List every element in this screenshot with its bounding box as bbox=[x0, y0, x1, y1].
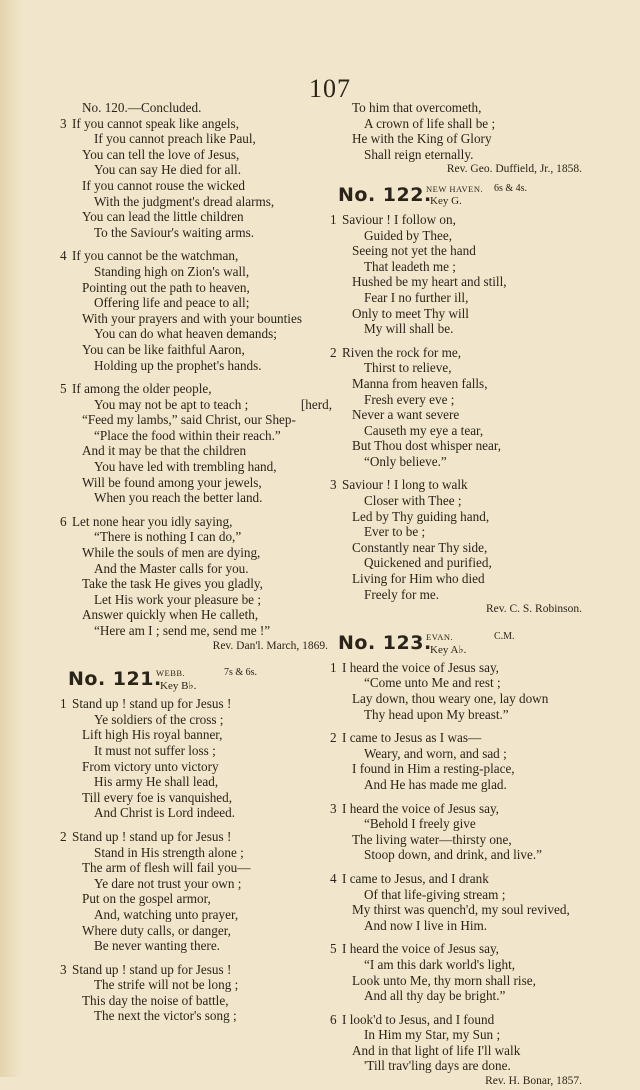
hymn-line bbox=[330, 816, 586, 832]
line-text: I heard the voice of Jesus say, bbox=[342, 659, 499, 675]
line-text: Only to meet Thy will bbox=[352, 305, 469, 321]
line-text: If among the older people, bbox=[72, 381, 212, 397]
line-text: Manna from heaven falls, bbox=[352, 375, 488, 391]
hymn-line bbox=[60, 845, 332, 861]
line-text: Where duty calls, or danger, bbox=[82, 922, 231, 938]
line-text: Led by Thy guiding hand, bbox=[352, 508, 490, 524]
key-signature: Key B♭. bbox=[160, 680, 197, 693]
line-text: You can do what heaven demands; bbox=[94, 326, 277, 342]
hymn-line bbox=[60, 311, 332, 327]
line-text: Put on the gospel armor, bbox=[82, 891, 211, 907]
line-text: But Thou dost whisper near, bbox=[352, 438, 502, 454]
stanza-gap bbox=[60, 954, 332, 962]
line-text: And in that light of life I'll walk bbox=[352, 1042, 521, 1058]
stanza-gap bbox=[60, 240, 332, 248]
stanza-gap bbox=[330, 933, 586, 941]
hymn-line bbox=[60, 248, 332, 264]
hymn-line bbox=[60, 280, 332, 296]
hymn-line bbox=[60, 876, 332, 892]
spacer bbox=[330, 618, 586, 626]
line-text: Quickened and purified, bbox=[364, 555, 492, 571]
line-text: “Only believe.” bbox=[364, 453, 447, 469]
line-text: Saviour ! I follow on, bbox=[342, 211, 456, 227]
stanza-number: 2 bbox=[330, 344, 337, 360]
line-text: I came to Jesus as I was— bbox=[342, 730, 482, 746]
hymn-line bbox=[330, 100, 586, 116]
line-text: Ye soldiers of the cross ; bbox=[94, 711, 224, 727]
stanza-gap bbox=[330, 793, 586, 801]
hymn-line bbox=[330, 801, 586, 817]
hymn-line bbox=[330, 571, 586, 587]
line-text: Let His work your pleasure be ; bbox=[94, 591, 261, 607]
hymn-line bbox=[330, 540, 586, 556]
hymn-line bbox=[330, 259, 586, 275]
line-text: If you cannot be the watchman, bbox=[72, 248, 239, 264]
hymn-line bbox=[330, 887, 586, 903]
line-text: Never a want severe bbox=[352, 407, 460, 423]
hymn-line bbox=[330, 524, 586, 540]
line-text: Of that life-giving stream ; bbox=[364, 886, 506, 902]
line-text: And it may be that the children bbox=[82, 443, 247, 459]
line-text: Standing high on Zion's wall, bbox=[94, 263, 250, 279]
stanza-number: 3 bbox=[330, 477, 337, 493]
line-text: While the souls of men are dying, bbox=[82, 545, 261, 561]
hymn-line bbox=[330, 493, 586, 509]
hymn-line bbox=[60, 514, 332, 530]
hymn-line bbox=[60, 712, 332, 728]
line-text: Seeing not yet the hand bbox=[352, 243, 476, 259]
hymn-line bbox=[330, 707, 586, 723]
hymn-line bbox=[330, 290, 586, 306]
line-text: Stand up ! stand up for Jesus ! bbox=[72, 828, 232, 844]
hymn-line bbox=[60, 923, 332, 939]
line-text: And now I live in Him. bbox=[364, 917, 488, 933]
hymn-line bbox=[330, 941, 586, 957]
hymn-line bbox=[60, 162, 332, 178]
hymn-line bbox=[60, 623, 332, 639]
hymn-line bbox=[330, 832, 586, 848]
line-text: The strife will not be long ; bbox=[94, 977, 239, 993]
hymn-line bbox=[60, 116, 332, 132]
hymn-line bbox=[60, 459, 332, 475]
attribution: Rev. H. Bonar, 1857. bbox=[485, 1075, 582, 1088]
line-text: With your prayers and with your bounties bbox=[82, 310, 302, 326]
hymn-line bbox=[60, 759, 332, 775]
stanza-gap bbox=[330, 337, 586, 345]
line-text: He with the King of Glory bbox=[352, 131, 492, 147]
hymn-line bbox=[330, 306, 586, 322]
meter: 6s & 4s. bbox=[494, 182, 528, 194]
line-text: I heard the voice of Jesus say, bbox=[342, 800, 499, 816]
right-column bbox=[330, 100, 586, 1090]
stanza-number: 5 bbox=[60, 381, 67, 397]
hymn-line bbox=[60, 342, 332, 358]
line-text: And, watching unto prayer, bbox=[94, 906, 239, 922]
line-text: Ye dare not trust your own ; bbox=[94, 875, 242, 891]
hymn-line bbox=[60, 962, 332, 978]
hymn-line bbox=[60, 326, 332, 342]
tune-name: EVAN. bbox=[426, 631, 454, 642]
line-text: Shall reign eternally. bbox=[364, 146, 474, 162]
line-text: I look'd to Jesus, and I found bbox=[342, 1011, 495, 1027]
hymn-line bbox=[60, 194, 332, 210]
line-text: And Christ is Lord indeed. bbox=[94, 805, 236, 821]
stanza-number: 3 bbox=[60, 115, 67, 131]
line-text: Look unto Me, thy morn shall rise, bbox=[352, 972, 536, 988]
line-text: That leadeth me ; bbox=[364, 258, 456, 274]
hymn-line bbox=[60, 545, 332, 561]
hymn-number: No. 122. bbox=[338, 183, 432, 206]
hymn-line bbox=[330, 973, 586, 989]
hymn-line bbox=[330, 660, 586, 676]
line-text: You may not be apt to teach ; bbox=[94, 396, 249, 412]
line-text: Freely for me. bbox=[364, 586, 440, 602]
hymn-line bbox=[330, 730, 586, 746]
stanza-gap bbox=[330, 1004, 586, 1012]
page-spine-shadow bbox=[0, 0, 26, 1077]
line-text: Be never wanting there. bbox=[94, 938, 220, 954]
hymn-line bbox=[330, 587, 586, 603]
line-text: Let none hear you idly saying, bbox=[72, 513, 233, 529]
hymn-line bbox=[330, 902, 586, 918]
line-text: Stand in His strength alone ; bbox=[94, 844, 244, 860]
hymn-line bbox=[60, 993, 332, 1009]
hymn-line bbox=[330, 746, 586, 762]
hymn-line bbox=[60, 529, 332, 545]
hymn-line bbox=[60, 907, 332, 923]
line-text: Pointing out the path to heaven, bbox=[82, 279, 250, 295]
hymn-line bbox=[60, 147, 332, 163]
hymn-line bbox=[330, 477, 586, 493]
line-text: Holding up the prophet's hands. bbox=[94, 357, 262, 373]
stanza-gap bbox=[330, 863, 586, 871]
line-text: It must not suffer loss ; bbox=[94, 742, 216, 758]
line-text: Ever to be ; bbox=[364, 524, 426, 540]
hymn-line bbox=[60, 412, 332, 428]
line-text: “I am this dark world's light, bbox=[364, 956, 516, 972]
line-text: 'Till trav'ling days are done. bbox=[364, 1058, 511, 1074]
line-text: My will shall be. bbox=[364, 321, 454, 337]
hymn-header bbox=[60, 666, 332, 696]
hymn-line bbox=[330, 1043, 586, 1059]
stanza-number: 6 bbox=[330, 1011, 337, 1027]
line-text: And He has made me glad. bbox=[364, 776, 507, 792]
line-text: You can say He died for all. bbox=[94, 162, 241, 178]
hymn-line bbox=[60, 860, 332, 876]
hymn-line bbox=[330, 147, 586, 163]
line-text: If you cannot rouse the wicked bbox=[82, 177, 245, 193]
hymn-line bbox=[60, 727, 332, 743]
hymn-line bbox=[330, 454, 586, 470]
hymn-line bbox=[330, 777, 586, 793]
line-text: Riven the rock for me, bbox=[342, 344, 462, 360]
left-column bbox=[60, 100, 332, 1032]
hymn-line bbox=[330, 1027, 586, 1043]
stanza-number: 2 bbox=[60, 828, 67, 844]
line-text: And the Master calls for you. bbox=[94, 560, 249, 576]
line-bracket: [herd, bbox=[300, 396, 332, 412]
attribution: Rev. Geo. Duffield, Jr., 1858. bbox=[446, 163, 582, 176]
hymn-line bbox=[330, 761, 586, 777]
hymn-line bbox=[330, 360, 586, 376]
line-text: Stoop down, and drink, and live.” bbox=[364, 847, 543, 863]
line-text: Lay down, thou weary one, lay down bbox=[352, 691, 549, 706]
hymn-number: No. 123. bbox=[338, 631, 432, 654]
hymn-line bbox=[60, 209, 332, 225]
stanza-gap bbox=[60, 506, 332, 514]
line-text: With the judgment's dread alarms, bbox=[94, 193, 275, 209]
line-text: Take the task He gives you gladly, bbox=[82, 576, 263, 592]
line-text: Closer with Thee ; bbox=[364, 493, 462, 509]
hymn-line bbox=[60, 576, 332, 592]
hymn-line bbox=[60, 696, 332, 712]
line-text: Till every foe is vanquished, bbox=[82, 789, 233, 805]
line-text: I found in Him a resting-place, bbox=[352, 761, 515, 777]
key-signature: Key A♭. bbox=[430, 643, 467, 656]
line-text: A crown of life shall be ; bbox=[364, 115, 496, 131]
tune-name: WEBB. bbox=[156, 668, 186, 679]
hymn-line bbox=[60, 1008, 332, 1024]
line-text: If you cannot speak like angels, bbox=[72, 115, 239, 131]
line-text: And all thy day be bright.” bbox=[364, 988, 506, 1004]
line-text: Living for Him who died bbox=[352, 571, 485, 587]
line-text: “Here am I ; send me, send me !” bbox=[94, 623, 271, 638]
hymn-header bbox=[330, 630, 586, 660]
hymn-line bbox=[330, 438, 586, 454]
line-text: Stand up ! stand up for Jesus ! bbox=[72, 696, 232, 712]
line-text: Fear I no further ill, bbox=[364, 289, 469, 305]
line-text: My thirst was quench'd, my soul revived, bbox=[352, 902, 570, 918]
hymn-line bbox=[330, 847, 586, 863]
hymn-line bbox=[330, 555, 586, 571]
stanza-number: 3 bbox=[330, 800, 337, 816]
hymn-line bbox=[60, 225, 332, 241]
line-text: To him that overcometh, bbox=[352, 100, 482, 115]
hymn-line bbox=[330, 871, 586, 887]
hymn-line bbox=[330, 957, 586, 973]
line-text: Hushed be my heart and still, bbox=[352, 274, 507, 290]
continued-label: No. 120.—Concluded. bbox=[82, 100, 202, 115]
hymn-line bbox=[60, 561, 332, 577]
hymn-line bbox=[60, 131, 332, 147]
hymn-line bbox=[330, 131, 586, 147]
line-text: “Feed my lambs,” said Christ, our Shep- bbox=[82, 412, 296, 428]
hymn-number: No. 121. bbox=[68, 668, 162, 691]
line-text: The next the victor's song ; bbox=[94, 1008, 237, 1024]
line-text: Causeth my eye a tear, bbox=[364, 422, 484, 438]
hymn-line bbox=[330, 1058, 586, 1074]
hymn-line bbox=[330, 407, 586, 423]
hymn-line bbox=[60, 264, 332, 280]
line-text: You can lead the little children bbox=[82, 209, 244, 225]
line-text: To the Saviour's waiting arms. bbox=[94, 224, 255, 240]
stanza-number: 4 bbox=[330, 870, 337, 886]
stanza-gap bbox=[60, 373, 332, 381]
line-text: This day the noise of battle, bbox=[82, 992, 229, 1008]
hymn-line bbox=[330, 691, 586, 707]
stanza-number: 4 bbox=[60, 248, 67, 264]
stanza-gap bbox=[330, 722, 586, 730]
hymn-line bbox=[60, 743, 332, 759]
hymn-line bbox=[60, 891, 332, 907]
hymn-line bbox=[330, 988, 586, 1004]
stanza-number: 5 bbox=[330, 941, 337, 957]
hymn-line bbox=[60, 397, 332, 413]
line-text: From victory unto victory bbox=[82, 758, 219, 774]
line-text: The living water—thirsty one, bbox=[352, 831, 512, 847]
hymn-line bbox=[330, 212, 586, 228]
hymn-line bbox=[60, 774, 332, 790]
hymn-line bbox=[330, 423, 586, 439]
hymn-line bbox=[330, 274, 586, 290]
hymn-line bbox=[60, 592, 332, 608]
hymn-line bbox=[60, 475, 332, 491]
line-text: If you cannot preach like Paul, bbox=[94, 131, 256, 147]
stanza-gap bbox=[60, 1024, 332, 1032]
meter: C.M. bbox=[494, 630, 515, 642]
hymn-line bbox=[330, 345, 586, 361]
line-text: Constantly near Thy side, bbox=[352, 539, 488, 555]
line-text: Lift high His royal banner, bbox=[82, 727, 223, 743]
stanza-number: 1 bbox=[60, 696, 67, 712]
hymn-line bbox=[60, 178, 332, 194]
hymn-line bbox=[60, 790, 332, 806]
line-text: “Come unto Me and rest ; bbox=[364, 675, 501, 691]
stanza-number: 2 bbox=[330, 730, 337, 746]
line-text: Will be found among your jewels, bbox=[82, 474, 262, 490]
line-text: Thy head upon My breast.” bbox=[364, 706, 509, 722]
hymn-line bbox=[60, 829, 332, 845]
line-text: Guided by Thee, bbox=[364, 227, 453, 243]
line-text: “Place the food within their reach.” bbox=[94, 427, 281, 443]
line-text: Offering life and peace to all; bbox=[94, 295, 250, 311]
line-text: You can be like faithful Aaron, bbox=[82, 341, 245, 357]
spacer bbox=[60, 654, 332, 662]
hymn-line bbox=[330, 321, 586, 337]
page-number: 107 bbox=[309, 74, 351, 103]
key-signature: Key G. bbox=[430, 194, 462, 207]
stanza-number: 3 bbox=[60, 961, 67, 977]
hymn-line bbox=[60, 381, 332, 397]
attribution: Rev. Dan'l. March, 1869. bbox=[212, 639, 328, 652]
attribution: Rev. C. S. Robinson. bbox=[485, 603, 582, 616]
hymn-line bbox=[60, 443, 332, 459]
hymn-line bbox=[60, 977, 332, 993]
line-text: “There is nothing I can do,” bbox=[94, 529, 242, 545]
line-text: In Him my Star, my Sun ; bbox=[364, 1027, 501, 1043]
hymn-line bbox=[60, 938, 332, 954]
hymn-line bbox=[60, 428, 332, 444]
line-text: Answer quickly when He calleth, bbox=[82, 607, 259, 623]
hymn-line bbox=[330, 116, 586, 132]
line-text: Weary, and worn, and sad ; bbox=[364, 745, 507, 761]
line-text: I heard the voice of Jesus say, bbox=[342, 941, 499, 957]
hymn-line bbox=[330, 228, 586, 244]
line-text: You have led with trembling hand, bbox=[94, 459, 277, 475]
line-text: “Behold I freely give bbox=[364, 816, 476, 832]
line-text: When you reach the better land. bbox=[94, 490, 263, 506]
stanza-gap bbox=[330, 469, 586, 477]
meter: 7s & 6s. bbox=[224, 667, 258, 679]
line-text: The arm of flesh will fail you— bbox=[82, 860, 251, 876]
stanza-gap bbox=[60, 821, 332, 829]
hymn-line bbox=[60, 358, 332, 374]
stanza-number: 1 bbox=[330, 211, 337, 227]
hymn-line bbox=[60, 295, 332, 311]
tune-name: NEW HAVEN. bbox=[426, 183, 484, 194]
hymn-line bbox=[330, 675, 586, 691]
stanza-number: 6 bbox=[60, 513, 67, 529]
hymn-line bbox=[330, 376, 586, 392]
line-text: Saviour ! I long to walk bbox=[342, 477, 468, 493]
hymn-line bbox=[330, 509, 586, 525]
hymn-line bbox=[60, 607, 332, 623]
line-text: You can tell the love of Jesus, bbox=[82, 146, 240, 162]
line-text: Thirst to relieve, bbox=[364, 360, 452, 376]
line-text: I came to Jesus, and I drank bbox=[342, 870, 489, 886]
stanza-number: 1 bbox=[330, 659, 337, 675]
hymn-line bbox=[60, 490, 332, 506]
hymn-line bbox=[330, 918, 586, 934]
hymn-line bbox=[60, 805, 332, 821]
line-text: Fresh every eve ; bbox=[364, 391, 455, 407]
hymn-line bbox=[330, 1012, 586, 1028]
line-text: His army He shall lead, bbox=[94, 774, 219, 790]
hymn-header bbox=[330, 182, 586, 212]
line-text: Stand up ! stand up for Jesus ! bbox=[72, 961, 232, 977]
hymn-line bbox=[330, 243, 586, 259]
hymn-line bbox=[330, 392, 586, 408]
